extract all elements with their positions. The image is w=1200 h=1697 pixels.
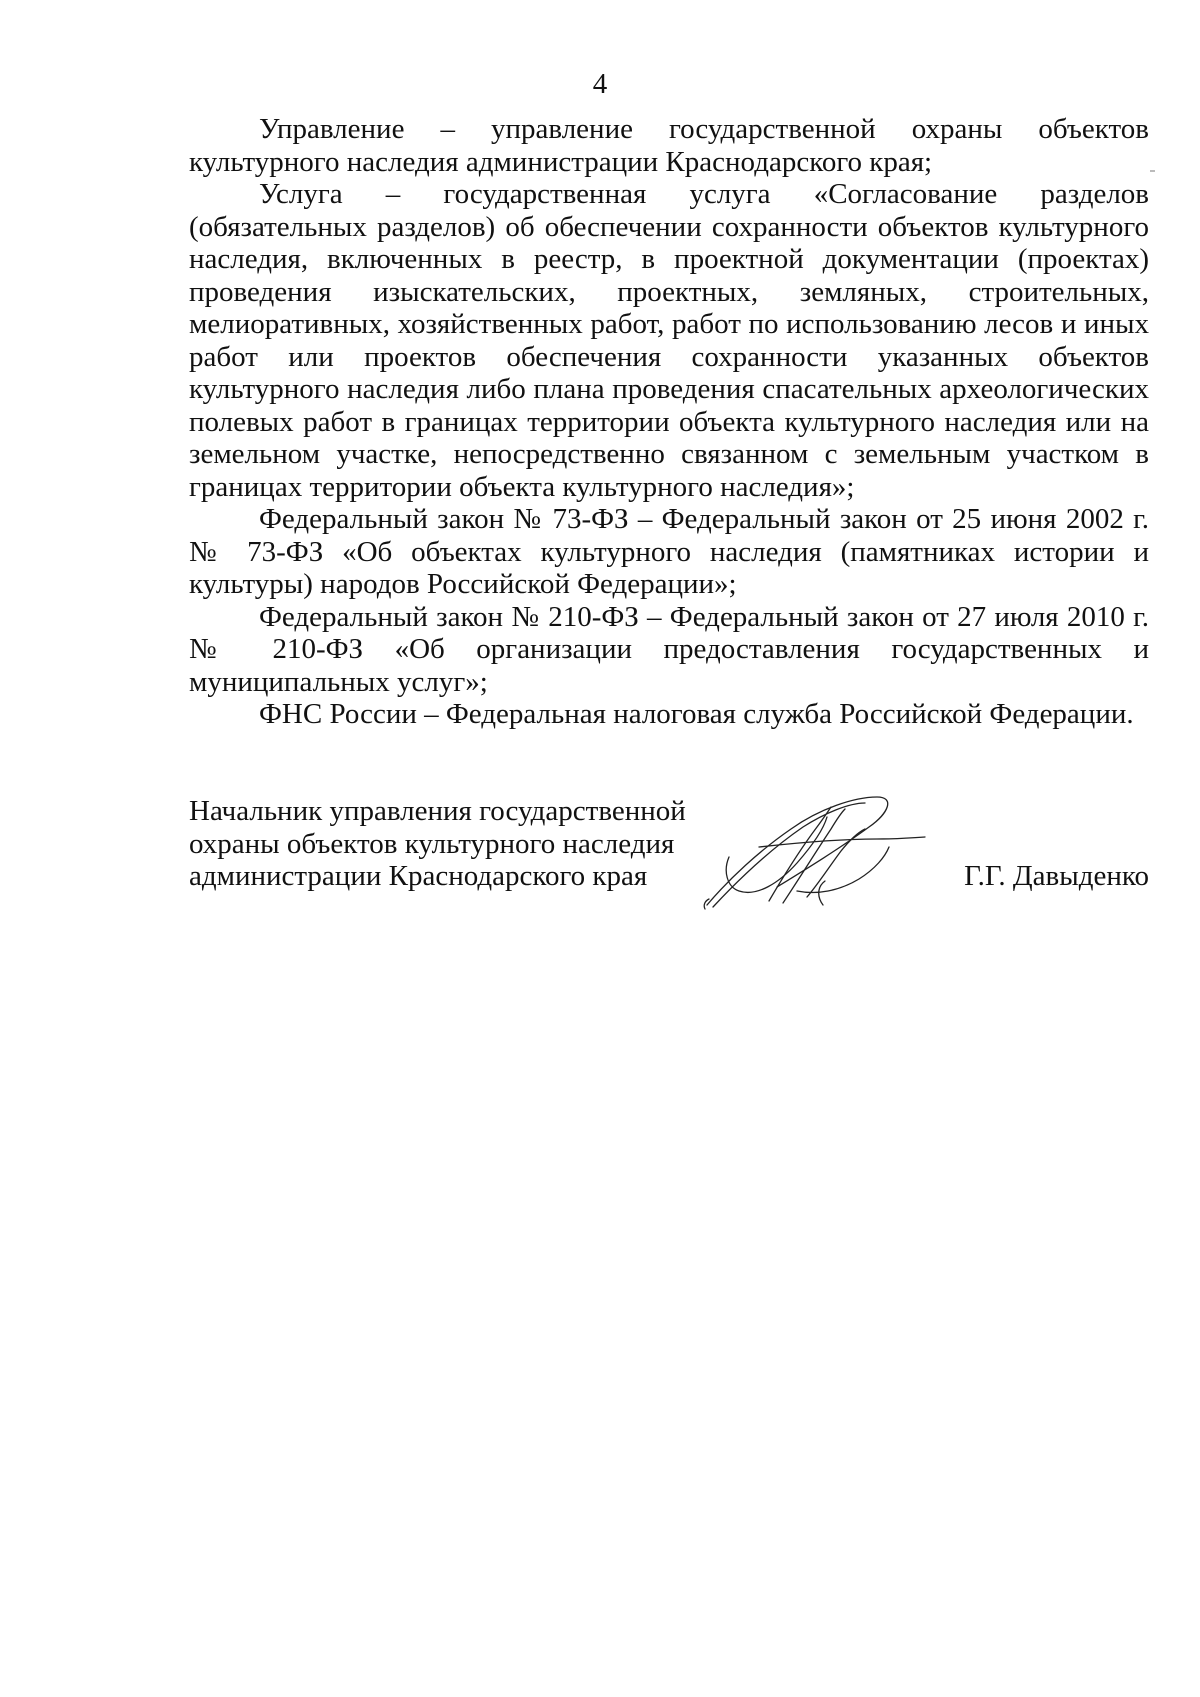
definition-usluga: Услуга – государственная услуга «Согласование разделов (обязательных разделов) об обеспечении сохранности объектов культурного наследия, включенных в реестр, в проектной документации (проектах) проведения изыскательских, проектных, земляных, строительных, мелиоративных, хозяйственных работ, работ по использованию лесов и иных работ или проектов обеспечения сохранности указанных объектов культурного наследия либо плана проведения спасательных археологических полевых работ в границах территории объекта культурного наследия или на земельном участке, непосредственно связанном с земельным участком в границах территории объекта культурного наследия»; xyxy=(189,178,1149,503)
signer-name: Г.Г. Давыденко xyxy=(964,860,1149,892)
scan-edge-mark xyxy=(1150,170,1155,172)
handwritten-signature xyxy=(699,787,929,917)
page-number: 4 xyxy=(592,68,608,100)
signer-position xyxy=(189,795,686,893)
definition-upravlenie: Управление – управление государственной охраны объектов культурного наследия администрации Краснодарского края; xyxy=(189,113,1149,178)
definition-federal-law-73: Федеральный закон № 73-ФЗ – Федеральный закон от 25 июня 2002 г. № 73-ФЗ «Об объектах культурного наследия (памятниках истории и культуры) народов Российской Федерации»; xyxy=(189,503,1149,600)
definition-federal-law-210: Федеральный закон № 210-ФЗ – Федеральный закон от 27 июля 2010 г. № 210-ФЗ «Об организации предоставления государственных и муниципальных услуг»; xyxy=(189,600,1149,698)
signer-position-line: администрации Краснодарского края xyxy=(189,860,648,892)
signer-position-line: охраны объектов культурного наследия xyxy=(189,827,675,860)
signer-position-line: Начальник управления государственной xyxy=(189,795,686,827)
definitions-section xyxy=(189,113,1149,731)
signature-block xyxy=(189,795,1149,935)
definition-fns: ФНС России – Федеральная налоговая служба Российской Федерации. xyxy=(259,698,1134,730)
